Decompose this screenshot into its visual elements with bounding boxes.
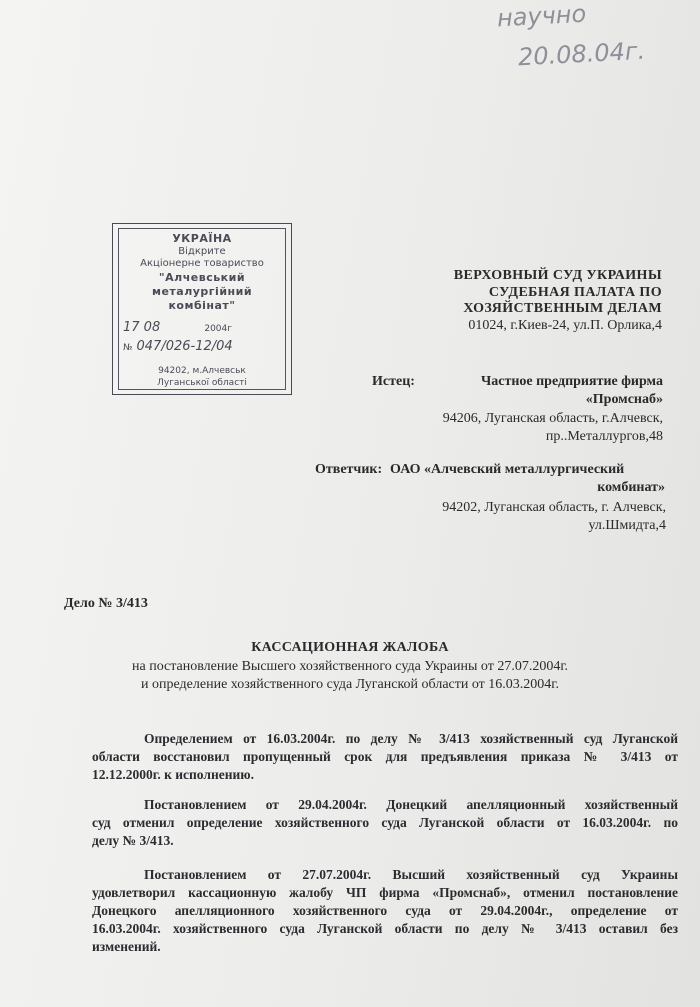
court-address: 01024, г.Киев-24, ул.П. Орлика,4 [468, 317, 662, 333]
handwritten-note-line2: 20.08.04г. [517, 36, 646, 72]
paragraph-line: Постановлением от 27.07.2004г. Высший хозяйственный суд Украины [144, 867, 678, 882]
paragraph-line: Донецкого апелляционного хозяйственного суда от 29.04.2004г., определение от [92, 903, 678, 918]
paragraph-line: Постановлением от 29.04.2004г. Донецкий апелляционный хозяйственный [144, 797, 678, 812]
plaintiff-address-line: пр..Металлургов,48 [545, 429, 663, 444]
defendant-address-line: ул.Шмидта,4 [588, 518, 666, 533]
court-name-line: ХОЗЯЙСТВЕННЫМ ДЕЛАМ [463, 301, 662, 316]
stamp-date [123, 320, 291, 335]
defendant-address-line: 94202, Луганская область, г. Алчевск, [442, 500, 666, 515]
defendant-name: ОАО «Алчевский металлургический [390, 462, 625, 477]
paragraph-line: удовлетворил кассационную жалобу ЧП фирма «Промснаб», отменил постановление [92, 885, 678, 900]
stamp-date-handwritten: 17 08 [123, 320, 161, 335]
document-title: КАССАЦИОННАЯ ЖАЛОБА [251, 640, 449, 655]
paragraph-2 [92, 796, 678, 850]
stamp-line: комбінат" [168, 299, 236, 312]
stamp-line: Акціонерне товариство [140, 258, 264, 269]
defendant-label: Ответчик: [315, 462, 383, 477]
stamp-date-suffix: 2004г [204, 324, 232, 334]
plaintiff-address [380, 410, 663, 446]
stamp-number-handwritten: 047/026-12/04 [136, 339, 233, 354]
plaintiff-address-line: 94206, Луганская область, г.Алчевск, [442, 411, 663, 426]
paragraph-line: 16.03.2004г. хозяйственного суда Луганской области по делу № 3/413 оставил без [92, 921, 678, 936]
incoming-stamp [112, 223, 292, 395]
stamp-line: "Алчевський [158, 271, 246, 284]
stamp-line: УКРАЇНА [172, 232, 232, 245]
paragraph-line: суд отменил определение хозяйственного суда Луганской области от 16.03.2004г. по [92, 815, 678, 830]
stamp-address-line: 94202, м.Алчевськ [158, 366, 246, 376]
defendant-address [380, 499, 666, 535]
stamp-line: Відкрите [178, 246, 226, 257]
defendant-name: комбинат» [597, 480, 665, 495]
plaintiff-label: Истец: [372, 374, 415, 389]
document-subtitle: на постановление Высшего хозяйственного суда Украины от 27.07.2004г. [132, 659, 568, 674]
defendant-block [390, 461, 665, 497]
stamp-address-line: Луганської області [157, 378, 247, 388]
handwritten-note-line1: научно [496, 0, 587, 33]
case-number: Дело № 3/413 [64, 596, 148, 611]
paragraph-line: области восстановил пропущенный срок для предъявления приказа № 3/413 от [92, 749, 678, 764]
addressee-court-block [400, 268, 662, 334]
paragraph-3 [92, 866, 678, 956]
stamp-number-prefix: № [123, 343, 133, 353]
paragraph-line: делу № 3/413. [92, 833, 174, 848]
paragraph-line: Определением от 16.03.2004г. по делу № 3/413 хозяйственный суд Луганской [144, 731, 678, 746]
paragraph-1 [92, 730, 678, 784]
stamp-number [123, 339, 291, 354]
document-subtitle: и определение хозяйственного суда Луганской области от 16.03.2004г. [141, 677, 559, 692]
paragraph-line: 12.12.2000г. к исполнению. [92, 767, 254, 782]
stamp-line: металургійний [151, 285, 253, 298]
plaintiff-block [420, 373, 663, 409]
plaintiff-name: Частное предприятие фирма [480, 374, 663, 389]
paragraph-line: изменений. [92, 939, 161, 954]
plaintiff-name: «Промснаб» [585, 392, 663, 407]
court-name-line: ВЕРХОВНЫЙ СУД УКРАИНЫ [453, 268, 662, 283]
court-name-line: СУДЕБНАЯ ПАЛАТА ПО [488, 284, 662, 300]
